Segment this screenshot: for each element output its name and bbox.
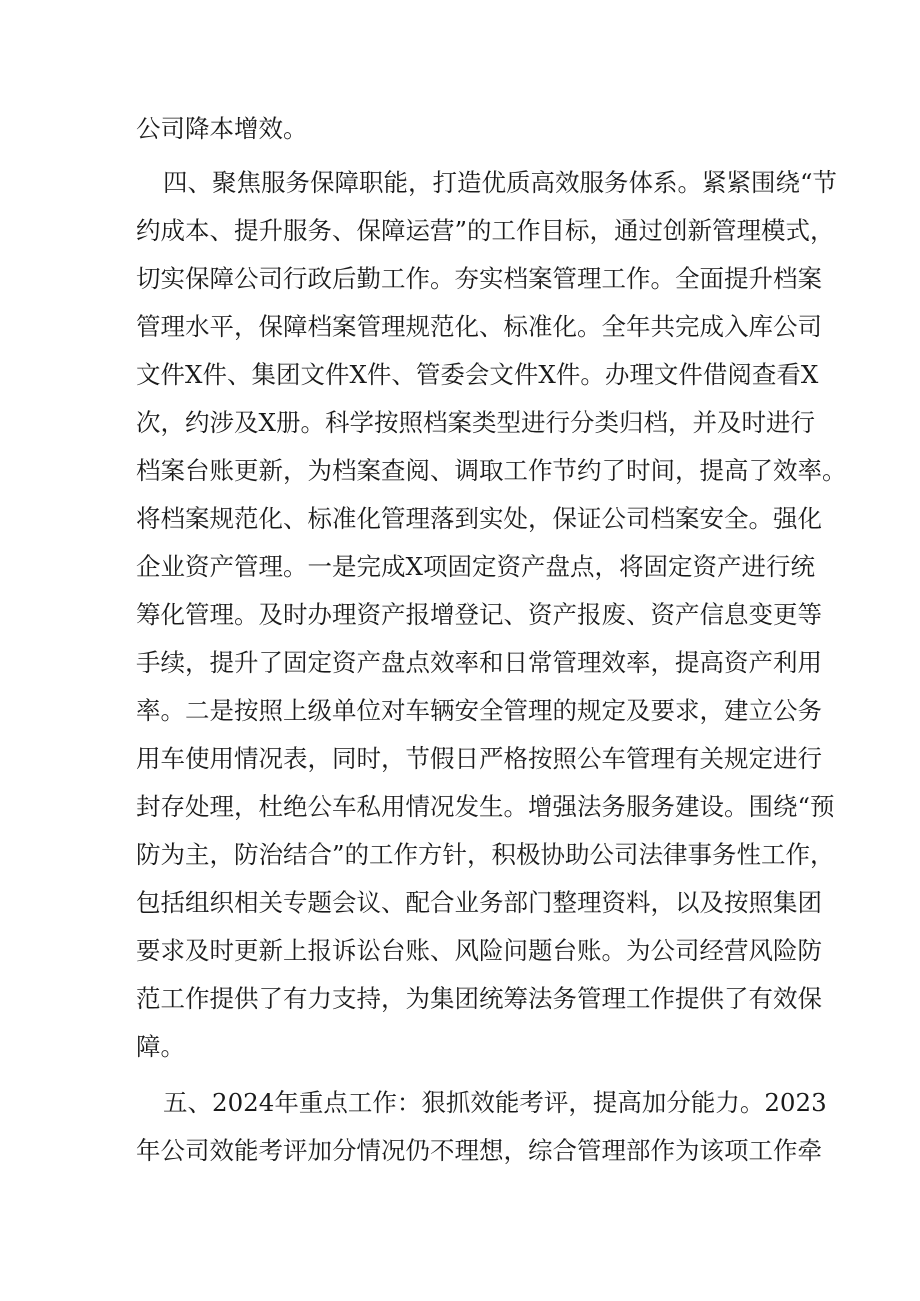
text-line: 率。二是按照上级单位对车辆安全管理的规定及要求，建立公务 bbox=[136, 696, 822, 725]
text-line: 范工作提供了有力支持，为集团统筹法务管理工作提供了有效保 bbox=[136, 984, 822, 1013]
text-line: 要求及时更新上报诉讼台账、风险问题台账。为公司经营风险防 bbox=[136, 936, 822, 965]
text-line: 用车使用情况表，同时，节假日严格按照公车管理有关规定进行 bbox=[136, 744, 822, 773]
text-line: 将档案规范化、标准化管理落到实处，保证公司档案安全。强化 bbox=[136, 504, 822, 533]
text-line: 手续，提升了固定资产盘点效率和日常管理效率，提高资产利用 bbox=[136, 648, 822, 677]
text-line: 次，约涉及X册。科学按照档案类型进行分类归档，并及时进行 bbox=[136, 408, 815, 437]
text-line: 封存处理，杜绝公车私用情况发生。增强法务服务建设。围绕“预 bbox=[136, 792, 835, 821]
text-line: 档案台账更新，为档案查阅、调取工作节约了时间，提高了效率。 bbox=[136, 456, 847, 485]
text-line: 防为主，防治结合”的工作方针，积极协助公司法律事务性工作， bbox=[136, 840, 835, 869]
text-line: 约成本、提升服务、保障运营”的工作目标，通过创新管理模式， bbox=[136, 216, 835, 245]
text-line: 切实保障公司行政后勤工作。夯实档案管理工作。全面提升档案 bbox=[136, 264, 822, 293]
text-line: 文件X件、集团文件X件、管委会文件X件。办理文件借阅查看X bbox=[136, 360, 819, 389]
text-line: 管理水平，保障档案管理规范化、标准化。全年共完成入库公司 bbox=[136, 312, 822, 341]
text-line: 年公司效能考评加分情况仍不理想，综合管理部作为该项工作牵 bbox=[136, 1136, 822, 1165]
text-line: 障。 bbox=[136, 1032, 185, 1061]
paragraph-heading-line: 四、聚焦服务保障职能，打造优质高效服务体系。紧紧围绕“节 bbox=[163, 168, 838, 197]
text-line: 公司降本增效。 bbox=[136, 114, 308, 143]
text-line: 筹化管理。及时办理资产报增登记、资产报废、资产信息变更等 bbox=[136, 600, 822, 629]
text-line: 企业资产管理。一是完成X项固定资产盘点，将固定资产进行统 bbox=[136, 552, 815, 581]
paragraph-heading-line: 五、2024年重点工作：狠抓效能考评，提高加分能力。2023 bbox=[163, 1088, 827, 1117]
text-line: 包括组织相关专题会议、配合业务部门整理资料，以及按照集团 bbox=[136, 888, 822, 917]
